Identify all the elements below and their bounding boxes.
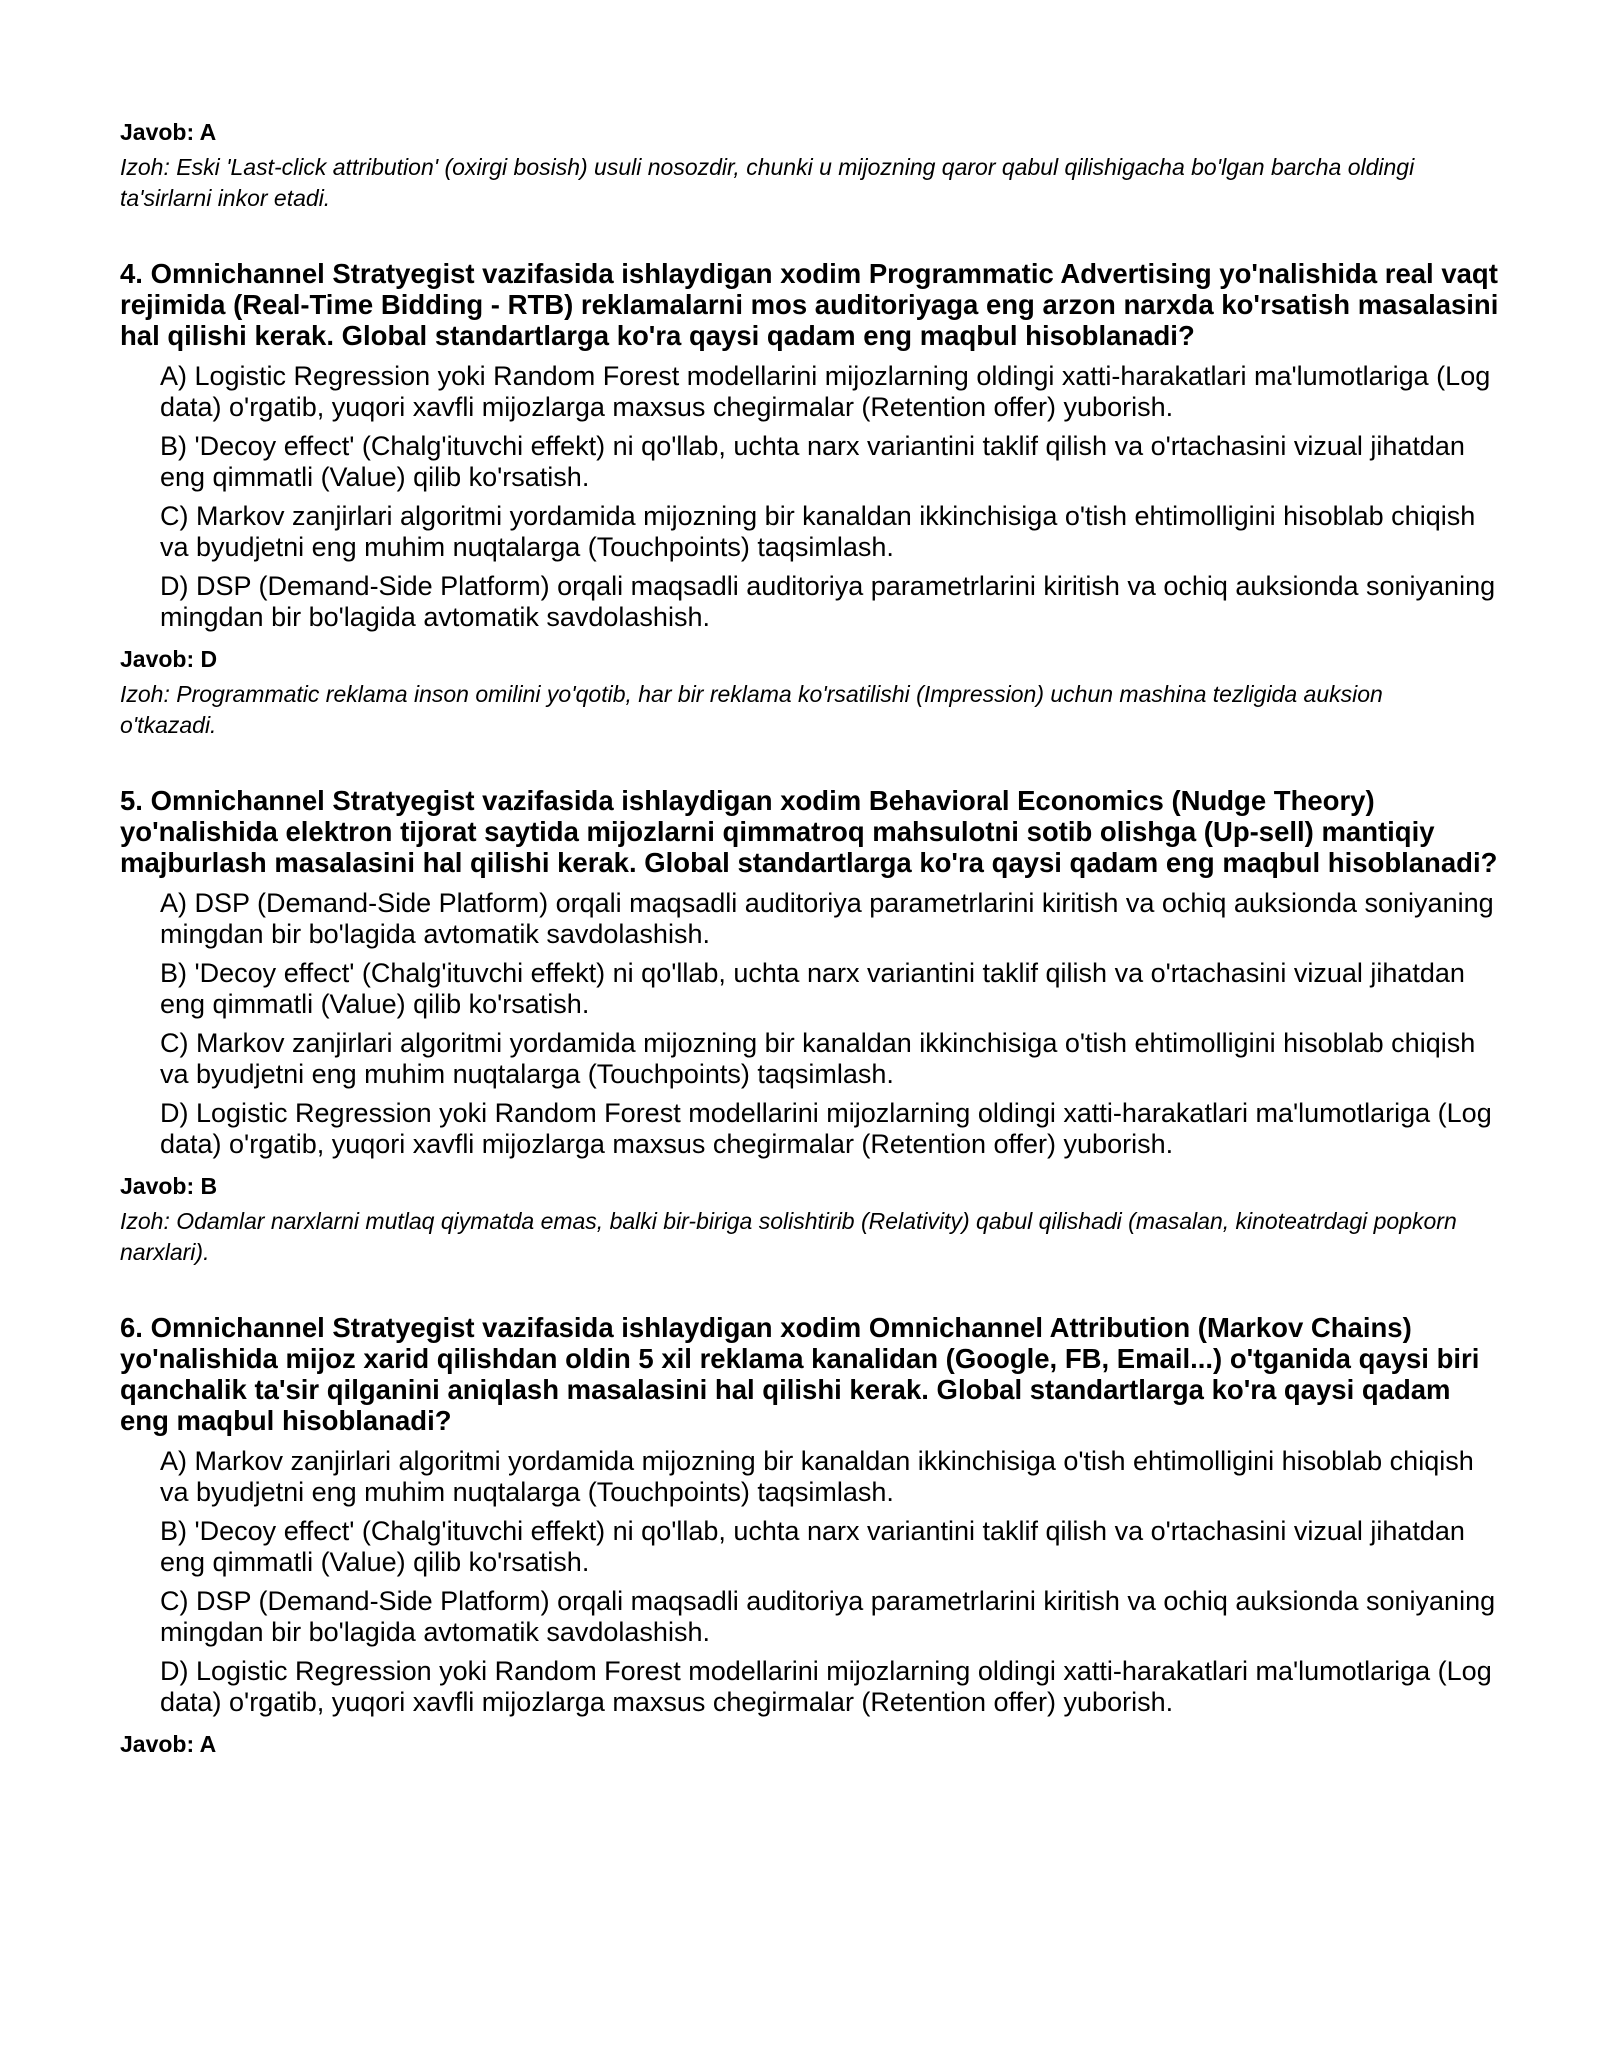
option-b: B) 'Decoy effect' (Chalg'ituvchi effekt) ni qo'llab, uchta narx variantini taklif qilish va o'rtachasini vizual jihatdan eng qimmatli (Value) qilib ko'rsatish. bbox=[160, 1516, 1465, 1577]
option-a: A) DSP (Demand-Side Platform) orqali maqsadli auditoriya parametrlarini kiritish va ochiq auksionda soniyaning mingdan bir bo'lagida avtomatik savdolashish. bbox=[160, 888, 1494, 949]
option-d: D) Logistic Regression yoki Random Forest modellarini mijozlarning oldingi xatti-harakatlari ma'lumotlariga (Log data) o'rgatib, yuqori xavfli mijozlarga maxsus chegirmalar (Retention offer) yuborish. bbox=[160, 1656, 1492, 1717]
option-c: C) DSP (Demand-Side Platform) orqali maqsadli auditoriya parametrlarini kiritish va ochiq auksionda soniyaning mingdan bir bo'lagida avtomatik savdolashish. bbox=[160, 1586, 1496, 1647]
answer-label: Javob: A bbox=[120, 1731, 217, 1757]
question-text: 5. Omnichannel Stratyegist vazifasida ishlaydigan xodim Behavioral Economics (Nudge Theory) yo'nalishida elektron tijorat saytida mijozlarni qimmatroq mahsulotni sotib olishga (Up-sell) mantiqiy majburlash masalasini hal qilishi kerak. Global standartlarga ko'ra qaysi qadam eng maqbul hisoblanadi? bbox=[120, 785, 1498, 878]
question-block bbox=[120, 785, 1500, 1268]
option-c: C) Markov zanjirlari algoritmi yordamida mijozning bir kanaldan ikkinchisiga o'tish ehtimolligini hisoblab chiqish va byudjetni eng muhim nuqtalarga (Touchpoints) taqsimlash. bbox=[160, 1028, 1476, 1089]
option-d: D) Logistic Regression yoki Random Forest modellarini mijozlarning oldingi xatti-harakatlari ma'lumotlariga (Log data) o'rgatib, yuqori xavfli mijozlarga maxsus chegirmalar (Retention offer) yuborish. bbox=[160, 1098, 1492, 1159]
option-b: B) 'Decoy effect' (Chalg'ituvchi effekt) ni qo'llab, uchta narx variantini taklif qilish va o'rtachasini vizual jihatdan eng qimmatli (Value) qilib ko'rsatish. bbox=[160, 958, 1465, 1019]
option-d: D) DSP (Demand-Side Platform) orqali maqsadli auditoriya parametrlarini kiritish va ochiq auksionda soniyaning mingdan bir bo'lagida avtomatik savdolashish. bbox=[160, 571, 1496, 632]
answer-label: Javob: D bbox=[120, 646, 218, 672]
explanation-text: Izoh: Odamlar narxlarni mutlaq qiymatda emas, balki bir-biriga solishtirib (Relativity) qabul qilishadi (masalan, kinoteatrdagi popkorn narxlari). bbox=[120, 1208, 1457, 1265]
option-b: B) 'Decoy effect' (Chalg'ituvchi effekt) ni qo'llab, uchta narx variantini taklif qilish va o'rtachasini vizual jihatdan eng qimmatli (Value) qilib ko'rsatish. bbox=[160, 431, 1465, 492]
question-text: 6. Omnichannel Stratyegist vazifasida ishlaydigan xodim Omnichannel Attribution (Markov Chains) yo'nalishida mijoz xarid qilishdan oldin 5 xil reklama kanalidan (Google, FB, Email...) o'tganida qaysi biri qanchalik ta'sir qilganini aniqlash masalasini hal qilishi kerak. Global standartlarga ko'ra qaysi qadam eng maqbul hisoblanadi? bbox=[120, 1312, 1480, 1436]
document-page bbox=[120, 118, 1500, 1758]
option-c: C) Markov zanjirlari algoritmi yordamida mijozning bir kanaldan ikkinchisiga o'tish ehtimolligini hisoblab chiqish va byudjetni eng muhim nuqtalarga (Touchpoints) taqsimlash. bbox=[160, 501, 1476, 562]
option-list bbox=[160, 361, 1500, 633]
option-list bbox=[160, 888, 1500, 1160]
option-list bbox=[160, 1446, 1500, 1718]
option-a: A) Logistic Regression yoki Random Forest modellarini mijozlarning oldingi xatti-harakatlari ma'lumotlariga (Log data) o'rgatib, yuqori xavfli mijozlarga maxsus chegirmalar (Retention offer) yuborish. bbox=[160, 361, 1491, 422]
question-block bbox=[120, 1312, 1500, 1758]
question-text: 4. Omnichannel Stratyegist vazifasida ishlaydigan xodim Programmatic Advertising yo'nalishida real vaqt rejimida (Real-Time Bidding - RTB) reklamalarni mos auditoriyaga eng arzon narxda ko'rsatish masalasini hal qilishi kerak. Global standartlarga ko'ra qaysi qadam eng maqbul hisoblanadi? bbox=[120, 258, 1499, 351]
answer-label: Javob: A bbox=[120, 119, 217, 145]
explanation-text: Izoh: Eski 'Last-click attribution' (oxirgi bosish) usuli nosozdir, chunki u mijozning qaror qabul qilishigacha bo'lgan barcha oldingi ta'sirlarni inkor etadi. bbox=[120, 154, 1415, 211]
explanation-text: Izoh: Programmatic reklama inson omilini yo'qotib, har bir reklama ko'rsatilishi (Impression) uchun mashina tezligida auksion o'tkazadi. bbox=[120, 681, 1383, 738]
answer-label: Javob: B bbox=[120, 1173, 218, 1199]
question-block bbox=[120, 258, 1500, 741]
option-a: A) Markov zanjirlari algoritmi yordamida mijozning bir kanaldan ikkinchisiga o'tish ehtimolligini hisoblab chiqish va byudjetni eng muhim nuqtalarga (Touchpoints) taqsimlash. bbox=[160, 1446, 1474, 1507]
